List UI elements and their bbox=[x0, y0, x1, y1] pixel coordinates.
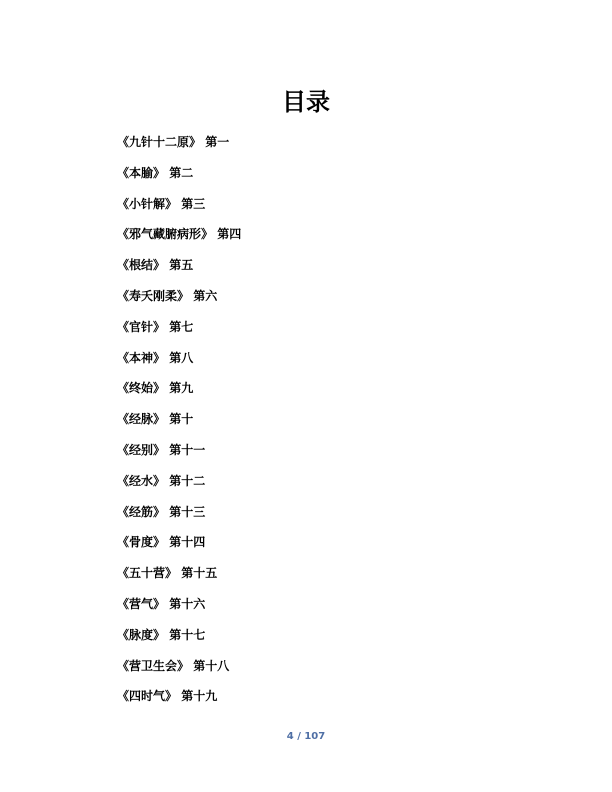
toc-item-book: 《经别》 bbox=[117, 442, 166, 457]
toc-item-chapter: 第五 bbox=[169, 258, 194, 273]
toc-item-4[interactable] bbox=[117, 222, 241, 253]
toc-item-book: 《官针》 bbox=[117, 319, 166, 334]
toc-item-chapter: 第十七 bbox=[169, 627, 206, 642]
toc-item-book: 《寿夭刚柔》 bbox=[117, 288, 190, 303]
toc-item-chapter: 第十二 bbox=[169, 473, 206, 488]
toc-item-chapter: 第三 bbox=[181, 196, 206, 211]
toc-item-7[interactable] bbox=[117, 315, 241, 346]
toc-item-book: 《邪气藏腑病形》 bbox=[117, 227, 214, 242]
toc-item-15[interactable] bbox=[117, 561, 241, 592]
toc-item-book: 《九针十二原》 bbox=[117, 135, 202, 149]
toc-item-book: 《小针解》 bbox=[117, 196, 178, 211]
toc-item-book: 《经脉》 bbox=[117, 412, 166, 427]
toc-item-chapter: 第十五 bbox=[181, 566, 218, 581]
toc-item-book: 《五十营》 bbox=[117, 566, 178, 581]
toc-item-9[interactable] bbox=[117, 376, 241, 407]
toc-item-3[interactable] bbox=[117, 192, 241, 223]
toc-item-17[interactable] bbox=[117, 623, 241, 654]
toc-item-chapter: 第十六 bbox=[169, 596, 206, 611]
toc-item-14[interactable] bbox=[117, 530, 241, 561]
toc-item-11[interactable] bbox=[117, 438, 241, 469]
toc-item-chapter: 第六 bbox=[193, 288, 218, 303]
toc-item-19[interactable] bbox=[117, 684, 241, 715]
toc-item-book: 《经水》 bbox=[117, 473, 166, 488]
page-number: 4 / 107 bbox=[286, 731, 326, 742]
toc-item-12[interactable] bbox=[117, 469, 241, 500]
toc-item-chapter: 第十 bbox=[169, 412, 194, 427]
toc-item-book: 《本腧》 bbox=[117, 165, 166, 180]
toc-item-10[interactable] bbox=[117, 407, 241, 438]
toc-item-18[interactable] bbox=[117, 654, 241, 685]
toc-item-5[interactable] bbox=[117, 253, 241, 284]
toc-item-1[interactable] bbox=[117, 130, 241, 161]
toc-item-13[interactable] bbox=[117, 500, 241, 531]
toc-item-chapter: 第二 bbox=[169, 165, 194, 180]
toc-item-chapter: 第十九 bbox=[181, 689, 218, 704]
page-title: 目录 bbox=[282, 88, 330, 116]
toc-item-chapter: 第九 bbox=[169, 381, 194, 396]
toc-item-8[interactable] bbox=[117, 346, 241, 377]
toc-item-16[interactable] bbox=[117, 592, 241, 623]
toc-item-chapter: 第十八 bbox=[193, 658, 230, 673]
toc-item-chapter: 第十三 bbox=[169, 504, 206, 519]
toc-item-book: 《经筋》 bbox=[117, 504, 166, 519]
toc-item-book: 《终始》 bbox=[117, 381, 166, 396]
toc-item-book: 《本神》 bbox=[117, 350, 166, 365]
toc-item-chapter: 第十一 bbox=[169, 442, 206, 457]
toc-item-book: 《营卫生会》 bbox=[117, 658, 190, 673]
toc-item-chapter: 第十四 bbox=[169, 535, 206, 550]
toc-item-book: 《骨度》 bbox=[117, 535, 166, 550]
table-of-contents bbox=[117, 130, 241, 715]
toc-item-book: 《脉度》 bbox=[117, 627, 166, 642]
toc-item-chapter: 第一 bbox=[205, 135, 230, 149]
toc-item-book: 《营气》 bbox=[117, 596, 166, 611]
toc-item-6[interactable] bbox=[117, 284, 241, 315]
toc-item-2[interactable] bbox=[117, 161, 241, 192]
toc-item-chapter: 第七 bbox=[169, 319, 194, 334]
toc-item-chapter: 第八 bbox=[169, 350, 194, 365]
toc-item-book: 《根结》 bbox=[117, 258, 166, 273]
toc-item-chapter: 第四 bbox=[217, 227, 242, 242]
toc-item-book: 《四时气》 bbox=[117, 689, 178, 704]
